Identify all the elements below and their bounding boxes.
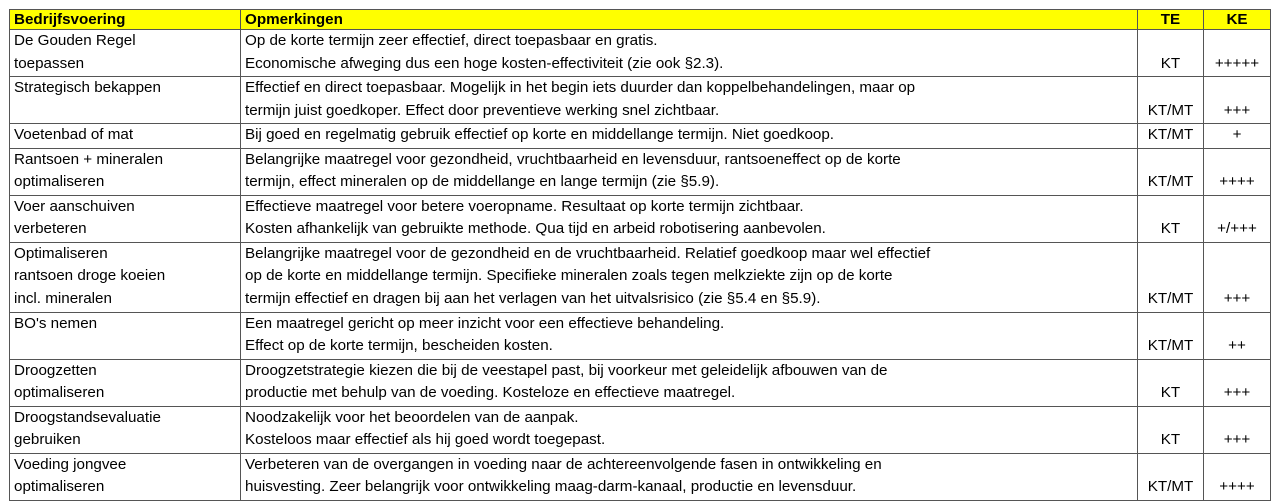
header-bedrijfsvoering: Bedrijfsvoering	[10, 10, 241, 30]
te-cell: KT	[1138, 406, 1204, 453]
item-cell: BO's nemen	[10, 312, 241, 359]
item-cell: Optimaliseren rantsoen droge koeien incl. mineralen	[10, 242, 241, 312]
ke-cell: +++	[1204, 406, 1271, 453]
item-cell: Droogstandsevaluatie gebruiken	[10, 406, 241, 453]
ke-cell: +++	[1204, 242, 1271, 312]
remarks-cell: Op de korte termijn zeer effectief, direct toepasbaar en gratis. Economische afweging dus een hoge kosten-effectiviteit (zie ook §2.3).	[241, 30, 1138, 77]
ke-cell: ++++	[1204, 453, 1271, 500]
remarks-cell: Bij goed en regelmatig gebruik effectief op korte en middellange termijn. Niet goedkoop.	[241, 124, 1138, 149]
te-cell: KT/MT	[1138, 124, 1204, 149]
item-cell: Voeding jongvee optimaliseren	[10, 453, 241, 500]
table-row	[10, 359, 1271, 406]
header-row	[10, 10, 1271, 30]
item-cell: Voetenbad of mat	[10, 124, 241, 149]
remarks-cell: Een maatregel gericht op meer inzicht voor een effectieve behandeling. Effect op de korte termijn, bescheiden kosten.	[241, 312, 1138, 359]
header-opmerkingen: Opmerkingen	[241, 10, 1138, 30]
remarks-cell: Noodzakelijk voor het beoordelen van de aanpak. Kosteloos maar effectief als hij goed wordt toegepast.	[241, 406, 1138, 453]
ke-cell: +/+++	[1204, 195, 1271, 242]
table-row	[10, 148, 1271, 195]
remarks-cell: Effectieve maatregel voor betere voeropname. Resultaat op korte termijn zichtbaar. Kosten afhankelijk van gebruikte methode. Qua tijd en arbeid robotisering aanbevolen.	[241, 195, 1138, 242]
item-cell: Strategisch bekappen	[10, 77, 241, 124]
te-cell: KT	[1138, 30, 1204, 77]
te-cell: KT/MT	[1138, 77, 1204, 124]
item-cell: Rantsoen + mineralen optimaliseren	[10, 148, 241, 195]
table-row	[10, 124, 1271, 149]
te-cell: KT/MT	[1138, 242, 1204, 312]
item-cell: Voer aanschuiven verbeteren	[10, 195, 241, 242]
te-cell: KT/MT	[1138, 312, 1204, 359]
item-cell: Droogzetten optimaliseren	[10, 359, 241, 406]
header-ke: KE	[1204, 10, 1271, 30]
table-row	[10, 77, 1271, 124]
measures-table	[9, 9, 1271, 501]
te-cell: KT	[1138, 359, 1204, 406]
header-te: TE	[1138, 10, 1204, 30]
ke-cell: +	[1204, 124, 1271, 149]
ke-cell: +++++	[1204, 30, 1271, 77]
table-row	[10, 195, 1271, 242]
remarks-cell: Effectief en direct toepasbaar. Mogelijk in het begin iets duurder dan koppelbehandelingen, maar op termijn juist goedkoper. Effect door preventieve werking snel zichtbaar.	[241, 77, 1138, 124]
remarks-cell: Droogzetstrategie kiezen die bij de veestapel past, bij voorkeur met geleidelijk afbouwen van de productie met behulp van de voeding. Kosteloze en effectieve maatregel.	[241, 359, 1138, 406]
item-cell: De Gouden Regel toepassen	[10, 30, 241, 77]
table-row	[10, 312, 1271, 359]
table-row	[10, 242, 1271, 312]
table-row	[10, 30, 1271, 77]
ke-cell: +++	[1204, 77, 1271, 124]
remarks-cell: Belangrijke maatregel voor de gezondheid en de vruchtbaarheid. Relatief goedkoop maar wel effectief op de korte en middellange termijn. Specifieke mineralen zoals tegen melkziekte zijn op de korte termijn effectief en dragen bij aan het verlagen van het uitvalsrisico (zie §5.4 en §5.9).	[241, 242, 1138, 312]
remarks-cell: Belangrijke maatregel voor gezondheid, vruchtbaarheid en levensduur, rantsoeneffect op de korte termijn, effect mineralen op de middellange en lange termijn (zie §5.9).	[241, 148, 1138, 195]
table-row	[10, 453, 1271, 500]
te-cell: KT	[1138, 195, 1204, 242]
te-cell: KT/MT	[1138, 148, 1204, 195]
ke-cell: ++++	[1204, 148, 1271, 195]
ke-cell: ++	[1204, 312, 1271, 359]
te-cell: KT/MT	[1138, 453, 1204, 500]
ke-cell: +++	[1204, 359, 1271, 406]
remarks-cell: Verbeteren van de overgangen in voeding naar de achtereenvolgende fasen in ontwikkeling en huisvesting. Zeer belangrijk voor ontwikkeling maag-darm-kanaal, productie en levensduur.	[241, 453, 1138, 500]
table-row	[10, 406, 1271, 453]
